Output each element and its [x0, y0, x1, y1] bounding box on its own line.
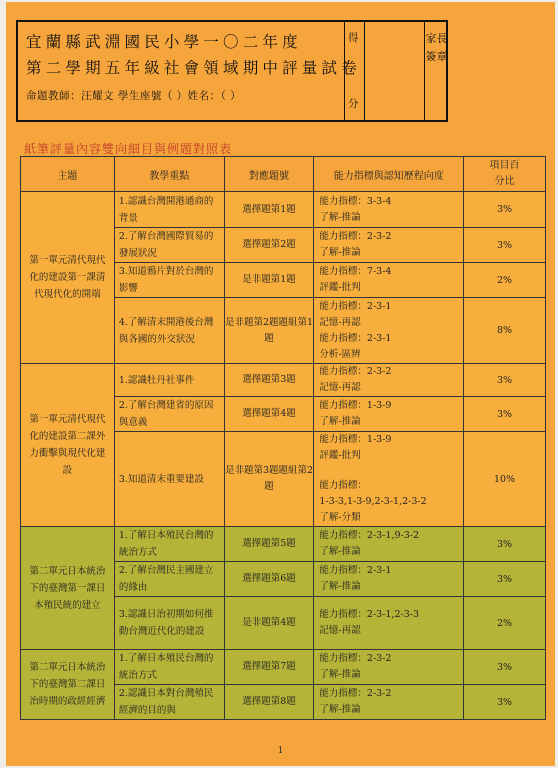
ability-line: 記憶-再認: [319, 625, 361, 636]
teacher-student-line: 命題教師：汪耀文 學生座號（ ）姓名：（ ）: [26, 90, 242, 102]
question-number-cell: 選擇題第3題: [224, 364, 314, 397]
ability-line: 分析-區辨: [319, 348, 361, 360]
teaching-point-cell: 2.了解台灣民主國建立的緣由: [114, 562, 224, 597]
ability-line: 了解-推論: [319, 581, 361, 592]
ability-line: 1-3-3,1-3-9,2-3-1,2-3-2: [319, 496, 427, 507]
ability-cell: [314, 228, 464, 263]
header-percentage: 項目百分比: [464, 157, 546, 192]
ability-line: 了解-推論: [319, 669, 361, 680]
score-label-bottom: 分: [348, 98, 359, 110]
ability-line: 能力指標：2-3-1,9-3-2: [319, 530, 420, 541]
percentage-cell: 10%: [464, 432, 546, 527]
question-number-cell: 是非題第3題題組第2題: [224, 432, 314, 527]
specification-table: [20, 156, 546, 720]
table-row: [21, 527, 546, 562]
ability-line: 記憶-再認: [319, 316, 361, 328]
ability-line: 能力指標：2-3-2: [319, 231, 392, 242]
score-box: [365, 22, 425, 120]
percentage-cell: 3%: [464, 562, 546, 597]
question-number-cell: 是非題第1題: [224, 263, 314, 298]
percentage-cell: 3%: [464, 364, 546, 397]
question-number-cell: 選擇題第2題: [224, 228, 314, 263]
unit-topic-cell: 第一單元清代現代化的建設第二課外力衝擊與現代化建設: [21, 364, 115, 527]
teaching-point-cell: 2.了解台灣國際貿易的發展狀況: [114, 228, 224, 263]
ability-line: 能力指標：2-3-1: [319, 300, 392, 312]
question-number-cell: 選擇題第6題: [224, 562, 314, 597]
ability-cell: [314, 650, 464, 685]
ability-line: 了解-推論: [319, 247, 361, 258]
unit-topic-cell: 第二單元日本統治下的臺灣第二課日治時期的政經經濟: [21, 650, 115, 720]
ability-cell: [314, 597, 464, 650]
percentage-cell: 3%: [464, 650, 546, 685]
parent-signature-label: 家長簽章: [425, 32, 448, 63]
teaching-point-cell: 3.知道清末重要建設: [114, 432, 224, 527]
percentage-cell: 3%: [464, 192, 546, 228]
exam-page: [6, 2, 555, 766]
percentage-cell: 2%: [464, 263, 546, 298]
percentage-cell: 3%: [464, 397, 546, 432]
ability-cell: [314, 364, 464, 397]
ability-line: 能力指標：: [319, 480, 367, 491]
ability-line: 了解-分類: [319, 512, 361, 523]
percentage-cell: 2%: [464, 597, 546, 650]
percentage-cell: 3%: [464, 685, 546, 720]
page-number: 1: [277, 746, 284, 756]
table-header-row: [21, 157, 546, 192]
unit-topic-cell: 第二單元日本統治下的臺灣第一課日本殖民統的建立: [21, 527, 115, 650]
teaching-point-cell: 3.知道鴉片對於台灣的影響: [114, 263, 224, 298]
question-number-cell: 選擇題第8題: [224, 685, 314, 720]
ability-cell: [314, 527, 464, 562]
ability-cell: [314, 192, 464, 228]
question-number-cell: 選擇題第4題: [224, 397, 314, 432]
teaching-point-cell: 1.了解日本殖民台灣的統治方式: [114, 527, 224, 562]
ability-line: 能力指標：3-3-4: [319, 195, 392, 207]
ability-line: [319, 464, 463, 478]
ability-line: 能力指標：2-3-1,2-3-3: [319, 609, 420, 620]
teaching-point-cell: 1.認識牡丹社事件: [114, 364, 224, 397]
teaching-point-cell: 2.了解台灣建省的原因與意義: [114, 397, 224, 432]
teaching-point-cell: 2.認識日本對台灣殖民經濟的目的與: [114, 685, 224, 720]
score-box-label: [345, 22, 365, 120]
ability-line: 能力指標：2-3-2: [319, 653, 392, 664]
ability-line: 能力指標：2-3-1: [319, 565, 392, 576]
teaching-point-cell: 3.認識日治初期如何推動台灣近代化的建設: [114, 597, 224, 650]
school-title: 宜蘭縣武淵國民小學一〇二年度: [26, 33, 302, 51]
ability-line: 能力指標：1-3-9: [319, 434, 392, 445]
header-ability: 能力指標與認知歷程向度: [314, 157, 464, 192]
score-label-top: 得: [348, 32, 359, 44]
header-topic: 主題: [21, 157, 115, 192]
section-title: 紙筆評量內容雙向細目與例題對照表: [24, 142, 233, 156]
ability-line: 了解-推論: [319, 211, 361, 223]
exam-title: 第二學期五年級社會領域期中評量試卷: [26, 59, 361, 77]
table-row: [21, 192, 546, 228]
question-number-cell: 選擇題第7題: [224, 650, 314, 685]
title-block: [18, 22, 361, 120]
teaching-point-cell: 4.了解清末開港後台灣與各國的外交狀況: [114, 298, 224, 364]
teaching-point-cell: 1.了解日本殖民台灣的統治方式: [114, 650, 224, 685]
percentage-cell: 3%: [464, 527, 546, 562]
ability-cell: [314, 298, 464, 364]
exam-header: [16, 20, 448, 122]
ability-line: 能力指標：7-3-4: [319, 266, 392, 277]
percentage-cell: 8%: [464, 298, 546, 364]
ability-line: 了解-推論: [319, 416, 361, 427]
teaching-point-cell: 1.認識台灣開港通商的背景: [114, 192, 224, 228]
ability-cell: [314, 397, 464, 432]
ability-line: 了解-推論: [319, 546, 361, 557]
header-question-no: 對應題號: [224, 157, 314, 192]
table-row: [21, 364, 546, 397]
ability-line: 能力指標：2-3-1: [319, 332, 392, 344]
ability-line: 評鑑-批判: [319, 450, 361, 461]
ability-line: 評鑑-批判: [319, 282, 361, 293]
question-number-cell: 是非題第2題題組第1題: [224, 298, 314, 364]
question-number-cell: 是非題第4題: [224, 597, 314, 650]
table-row: [21, 650, 546, 685]
ability-cell: [314, 562, 464, 597]
ability-cell: [314, 263, 464, 298]
percentage-cell: 3%: [464, 228, 546, 263]
ability-cell: [314, 685, 464, 720]
ability-line: 記憶-再認: [319, 382, 361, 393]
ability-line: 能力指標：2-3-2: [319, 688, 392, 699]
ability-line: 能力指標：2-3-2: [319, 366, 392, 377]
ability-line: 能力指標：1-3-9: [319, 400, 392, 411]
question-number-cell: 選擇題第1題: [224, 192, 314, 228]
ability-line: 了解-推論: [319, 704, 361, 715]
unit-topic-cell: 第一單元清代現代化的建設第一課清代現代化的開端: [21, 192, 115, 364]
ability-cell: [314, 432, 464, 527]
question-number-cell: 選擇題第5題: [224, 527, 314, 562]
header-teaching-point: 教學重點: [114, 157, 224, 192]
